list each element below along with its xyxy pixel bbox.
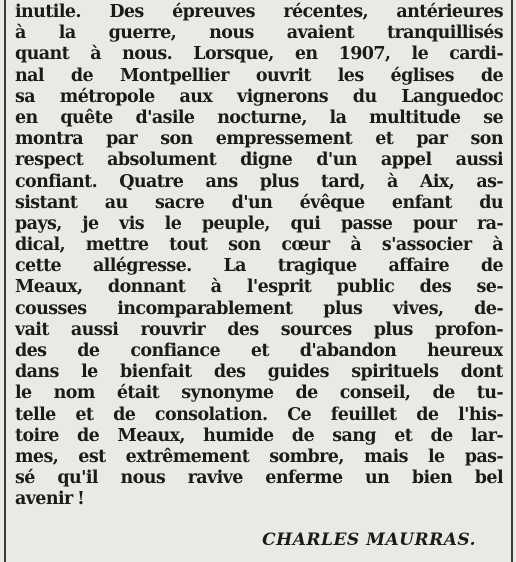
text-line: mes, est extrêmement sombre, mais le pas- [15, 446, 503, 467]
text-line: respect absolument digne d'un appel aussi [15, 150, 503, 171]
text-line: vait aussi rouvrir des sources plus profon- [15, 319, 503, 340]
column-rule-right [511, 0, 513, 562]
text-line: dical, mettre tout son cœur à s'associer à [15, 235, 503, 256]
text-line: nal de Montpellier ouvrit les églises de [15, 65, 503, 86]
author-signature: CHARLES MAURRAS. [262, 530, 476, 550]
text-line: confiant. Quatre ans plus tard, à Aix, as- [15, 171, 503, 192]
text-line: cousses incomparablement plus vives, de- [15, 298, 503, 319]
text-line: à la guerre, nous avaient tranquillisés [15, 23, 503, 44]
text-line: en quête d'asile nocturne, la multitude se [15, 107, 503, 128]
text-line: cette allégresse. La tragique affaire de [15, 256, 503, 277]
text-line: toire de Meaux, humide de sang et de lar- [15, 425, 503, 446]
text-line-last: avenir ! [15, 489, 85, 510]
text-line: montra par son empressement et par son [15, 129, 503, 150]
text-line: inutile. Des épreuves récentes, antérieures [15, 2, 503, 22]
text-line: sistant au sacre d'un évêque enfant du [15, 192, 503, 213]
text-line: Meaux, donnant à l'esprit public des se- [15, 277, 503, 298]
text-line: quant à nous. Lorsque, en 1907, le cardi- [15, 44, 503, 65]
text-line: dans le bienfait des guides spirituels dont [15, 362, 503, 383]
text-line: sa métropole aux vignerons du Languedoc [15, 86, 503, 107]
article-column [15, 2, 503, 511]
text-line: le nom était synonyme de conseil, de tu- [15, 383, 503, 404]
text-line: telle et de consolation. Ce feuillet de l'his- [15, 404, 503, 425]
column-rule-left [4, 0, 6, 562]
text-line: sé qu'il nous ravive enferme un bien bel [15, 468, 503, 489]
text-line: pays, je vis le peuple, qui passe pour ra- [15, 213, 503, 234]
text-line: des de confiance et d'abandon heureux [15, 341, 503, 361]
